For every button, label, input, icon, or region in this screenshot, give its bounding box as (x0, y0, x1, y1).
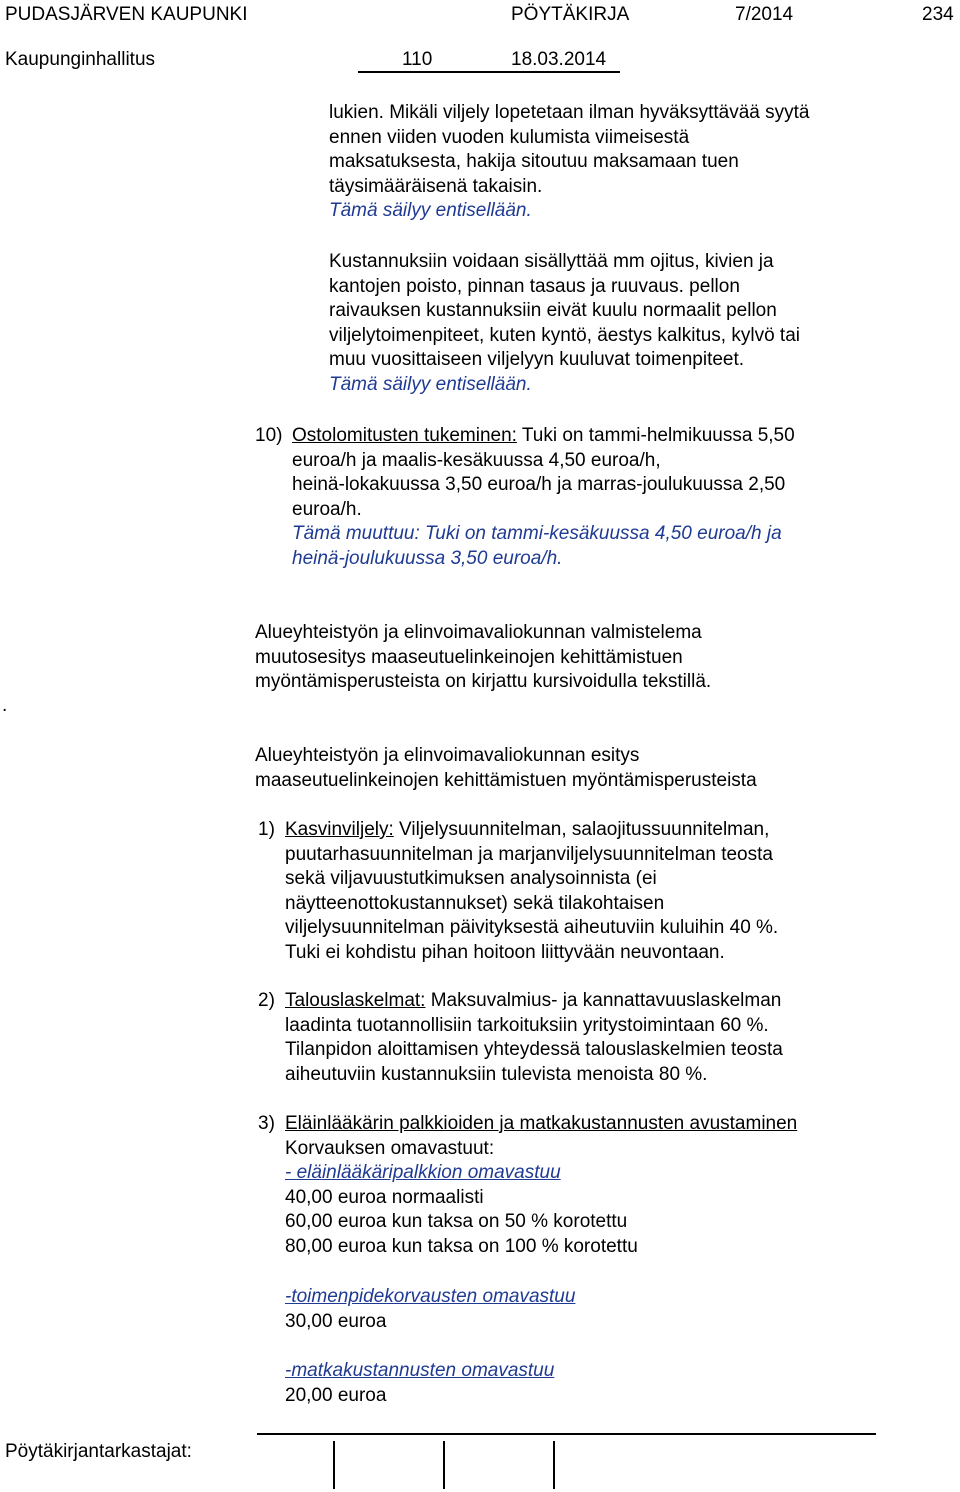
text-line: 40,00 euroa normaalisti (285, 1186, 484, 1208)
italic-note: Tämä säilyy entisellään. (329, 200, 532, 222)
header-date: 18.03.2014 (511, 49, 607, 70)
sub-title-procedure: -toimenpidekorvausten omavastuu (285, 1286, 576, 1307)
item-1-line1: Viljelysuunnitelman, salaojitussuunnitelman, (393, 819, 770, 840)
text-line: viljelytoimenpiteet, kuten kyntö, äestys kalkitus, kylvö tai (329, 324, 800, 346)
header-org: PUDASJÄRVEN KAUPUNKI (5, 4, 248, 25)
intro-paragraph-2 (255, 744, 757, 793)
header-doc-type: PÖYTÄKIRJA (511, 4, 630, 25)
item-2-line1: Maksuvalmius- ja kannattavuuslaskelman (425, 990, 782, 1011)
text-line: laadinta tuotannollisiin tarkoituksiin yritystoimintaan 60 %. (285, 1014, 769, 1036)
text-line: euroa/h ja maalis-kesäkuussa 4,50 euroa/h, (292, 449, 661, 471)
sub-title-vet-fee: - eläinlääkäripalkkion omavastuu (285, 1162, 561, 1184)
text-line: Alueyhteistyön ja elinvoimavaliokunnan valmistelema (255, 622, 702, 643)
item-10-number: 10) (255, 425, 283, 446)
text-line: Tuki ei kohdistu pihan hoitoon liittyvään neuvontaan. (285, 941, 725, 963)
text-line: viljelysuunnitelman päivityksestä aiheutuviin kuluihin 40 %. (285, 917, 779, 939)
text-line (285, 989, 783, 1014)
text-line: Kustannuksiin voidaan sisällyttää mm ojitus, kivien ja (329, 251, 774, 272)
text-line: maksatuksesta, hakija sitoutuu maksamaan tuen (329, 151, 739, 173)
paragraph-block-2 (329, 250, 800, 398)
text-line: aiheutuviin kustannuksiin tulevista menoista 80 %. (285, 1063, 708, 1085)
text-line (285, 818, 778, 843)
item-2-title: Talouslaskelmat: (285, 990, 426, 1011)
italic-note: Tämä muuttuu: Tuki on tammi-kesäkuussa 4,50 euroa/h ja (292, 523, 782, 545)
footer-divider (257, 1433, 876, 1435)
item-3-number: 3) (258, 1113, 275, 1134)
signature-box-divider (333, 1441, 335, 1489)
text-line: 80,00 euroa kun taksa on 100 % korotettu (285, 1235, 638, 1257)
text-line: 60,00 euroa kun taksa on 50 % korotettu (285, 1211, 628, 1233)
text-line: 20,00 euroa (285, 1384, 387, 1406)
header-divider (358, 71, 620, 73)
item-1-number: 1) (258, 819, 275, 840)
text-line: raivauksen kustannuksiin eivät kuulu normaalit pellon (329, 300, 777, 322)
signature-box-divider (553, 1441, 555, 1489)
text-line: puutarhasuunnitelman ja marjanviljelysuunnitelman teosta (285, 843, 773, 865)
text-line: heinä-lokakuussa 3,50 euroa/h ja marras-joulukuussa 2,50 (292, 474, 786, 496)
text-line: kantojen poisto, pinnan tasaus ja ruuvaus. pellon (329, 275, 740, 297)
header-page-number: 234 (922, 4, 954, 25)
header-issue: 7/2014 (735, 4, 794, 25)
item-1-body (285, 818, 778, 966)
sub-title-travel: -matkakustannusten omavastuu (285, 1360, 555, 1381)
text-line: Korvauksen omavastuut: (285, 1137, 495, 1159)
text-line: sekä viljavuustutkimuksen analysoinnista (ei (285, 868, 657, 890)
text-line: Tilanpidon aloittamisen yhteydessä talouslaskelmien teosta (285, 1039, 783, 1061)
intro-paragraph-1 (255, 621, 711, 695)
text-line: muu vuosittaiseen viljelyyn kuuluvat toimenpiteet. (329, 349, 745, 371)
text-line: muutosesitys maaseutuelinkeinojen kehittämistuen (255, 646, 683, 668)
item-2-body (285, 989, 783, 1087)
text-line: ennen viiden vuoden kulumista viimeisestä (329, 126, 690, 148)
text-line: maaseutuelinkeinojen kehittämistuen myöntämisperusteista (255, 769, 757, 791)
text-line: täysimääräisenä takaisin. (329, 175, 543, 197)
text-line: 30,00 euroa (285, 1310, 387, 1332)
paragraph-block-1 (329, 101, 810, 224)
item-2-number: 2) (258, 990, 275, 1011)
text-line: lukien. Mikäli viljely lopetetaan ilman hyväksyttävää syytä (329, 102, 810, 123)
item-3-sub-2 (285, 1285, 575, 1334)
text-line: euroa/h. (292, 498, 362, 520)
header-section: 110 (402, 49, 433, 70)
text-line: myöntämisperusteista on kirjattu kursivoidulla tekstillä. (255, 671, 712, 693)
item-3-title: Eläinlääkärin palkkioiden ja matkakustannusten avustaminen (285, 1113, 798, 1134)
italic-note: Tämä säilyy entisellään. (329, 373, 532, 395)
signature-box-divider (443, 1441, 445, 1489)
item-3-body (285, 1112, 797, 1260)
item-1-title: Kasvinviljely: (285, 819, 394, 840)
item-3-sub-3 (285, 1359, 554, 1408)
text-line (292, 424, 795, 449)
footer-label: Pöytäkirjantarkastajat: (5, 1441, 192, 1462)
item-10-title: Ostolomitusten tukeminen: (292, 425, 517, 446)
margin-dot: . (2, 695, 8, 716)
text-line: Alueyhteistyön ja elinvoimavaliokunnan esitys (255, 745, 640, 766)
item-10-body (292, 424, 795, 572)
italic-note: heinä-joulukuussa 3,50 euroa/h. (292, 547, 563, 569)
item-10-line1: Tuki on tammi-helmikuussa 5,50 (516, 425, 795, 446)
text-line: näytteenottokustannukset) sekä tilakohtaisen (285, 892, 665, 914)
header-body: Kaupunginhallitus (5, 49, 156, 70)
